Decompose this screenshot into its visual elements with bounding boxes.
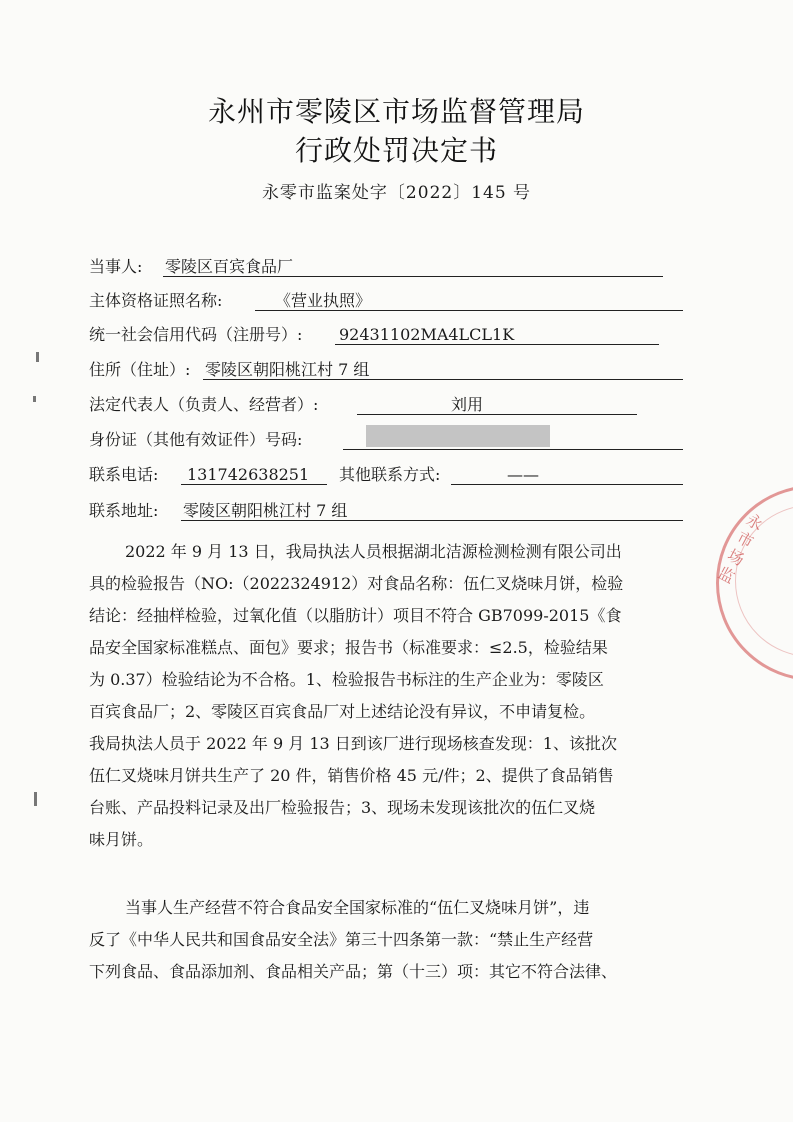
- paragraph-line: 味月饼。: [89, 830, 154, 849]
- party-value: 零陵区百宾食品厂: [165, 257, 294, 276]
- legal-rep-label: 法定代表人（负责人、经营者）:: [89, 395, 319, 414]
- paragraph-line: 我局执法人员于 2022 年 9 月 13 日到该厂进行现场核查发现：1、该批次: [89, 734, 617, 753]
- address-label: 住所（住址）:: [89, 360, 191, 379]
- official-seal-text: 永市场监: [714, 510, 767, 588]
- party-value-line: [163, 254, 663, 277]
- phone-value: 131742638251: [187, 465, 310, 484]
- address-field: [89, 357, 370, 383]
- paragraph-line: 2022 年 9 月 13 日，我局执法人员根据湖北洁源检测检测有限公司出: [125, 542, 622, 561]
- credit-code-label: 统一社会信用代码（注册号）:: [89, 325, 303, 344]
- paragraph-line: 当事人生产经营不符合食品安全国家标准的“伍仁叉烧味月饼”，违: [125, 898, 590, 917]
- address-value-line: [203, 357, 683, 380]
- credit-code-value: 92431102MA4LCL1K: [339, 325, 515, 344]
- scan-speck: [36, 352, 39, 362]
- contact-address-value-line: [181, 498, 683, 521]
- contact-address-field: [89, 498, 348, 524]
- phone-value-line: [181, 462, 327, 485]
- scan-speck: [34, 792, 37, 806]
- id-number-label: 身份证（其他有效证件）号码:: [89, 430, 303, 449]
- document-number: 永零市监案处字〔2022〕145 号: [261, 183, 532, 203]
- paragraph-line: 台账、产品投料记录及出厂检验报告；3、现场未发现该批次的伍仁叉烧: [89, 798, 596, 817]
- phone-field: [89, 462, 539, 488]
- scan-speck: [33, 396, 36, 402]
- paragraph-line: 具的检验报告（NO:（2022324912）对食品名称：伍仁叉烧味月饼，检验: [89, 574, 624, 593]
- other-contact-label: 其他联系方式:: [339, 465, 441, 484]
- credit-code-value-line: [335, 322, 659, 345]
- party-label: 当事人:: [89, 257, 143, 276]
- contact-address-value: 零陵区朝阳桃江村 7 组: [183, 501, 348, 520]
- paragraph-line: 下列食品、食品添加剂、食品相关产品；第（十三）项：其它不符合法律、: [89, 962, 618, 981]
- paragraph-line: 反了《中华人民共和国食品安全法》第三十四条第一款：“禁止生产经营: [89, 930, 594, 949]
- id-number-field: [89, 427, 302, 453]
- paragraph-line: 结论：经抽样检验，过氧化值（以脂肪计）项目不符合 GB7099-2015《食: [89, 606, 622, 625]
- phone-label: 联系电话:: [89, 465, 159, 484]
- paragraph-line: 百宾食品厂；2、零陵区百宾食品厂对上述结论没有异议，不申请复检。: [89, 702, 596, 721]
- agency-title: 永州市零陵区市场监督管理局: [207, 95, 585, 128]
- legal-rep-field: [89, 392, 484, 418]
- redacted-id-number: [366, 425, 550, 447]
- legal-rep-value: 刘用: [451, 395, 484, 414]
- license-label: 主体资格证照名称:: [89, 291, 223, 310]
- address-value: 零陵区朝阳桃江村 7 组: [205, 360, 370, 379]
- credit-code-field: [89, 322, 515, 348]
- document-type-title: 行政处罚决定书: [294, 134, 498, 167]
- license-value: 《营业执照》: [275, 291, 372, 310]
- contact-address-label: 联系地址:: [89, 501, 159, 520]
- paragraph-line: 品安全国家标准糕点、面包》要求；报告书（标准要求：≤2.5，检验结果: [89, 638, 608, 657]
- paragraph-line: 为 0.37）检验结论为不合格。1、检验报告书标注的生产企业为：零陵区: [89, 670, 604, 689]
- other-contact-value-line: [451, 462, 683, 485]
- paragraph-line: 伍仁叉烧味月饼共生产了 20 件，销售价格 45 元/件；2、提供了食品销售: [89, 766, 614, 785]
- legal-rep-value-line: [357, 392, 637, 415]
- license-value-line: [255, 288, 683, 311]
- other-contact-value: ——: [507, 465, 539, 484]
- license-field: [89, 288, 372, 314]
- party-field: [89, 254, 294, 280]
